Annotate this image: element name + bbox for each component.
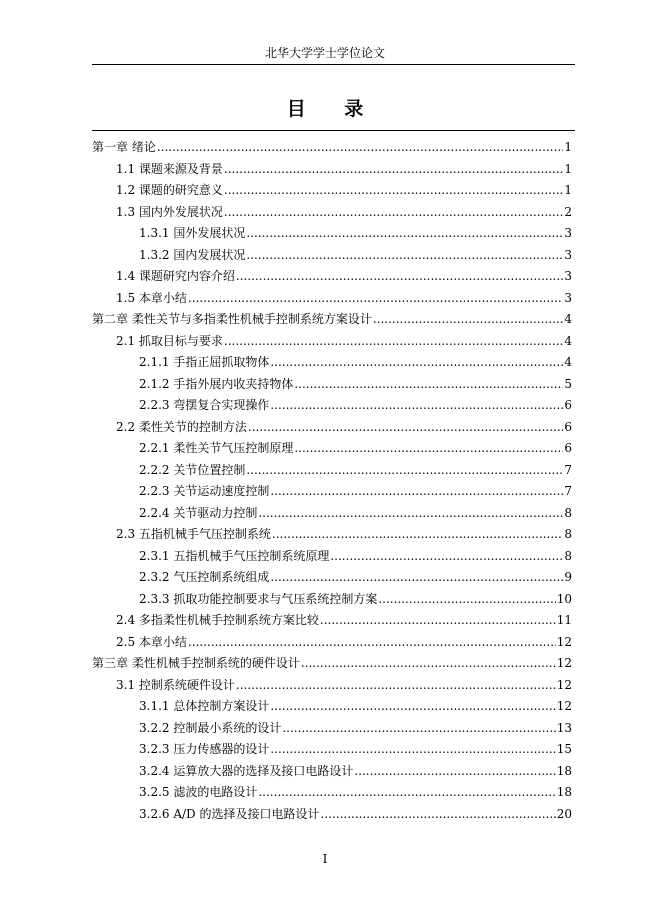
toc-entry[interactable] bbox=[92, 460, 572, 482]
toc-entry-page: 9 bbox=[564, 570, 572, 584]
dot-leader bbox=[373, 309, 564, 331]
toc-entry-page: 6 bbox=[564, 441, 572, 455]
dot-leader bbox=[236, 675, 556, 697]
toc-entry-label: 1.2 课题的研究意义 bbox=[116, 183, 223, 197]
toc-entry[interactable] bbox=[92, 696, 572, 718]
toc-entry-page: 8 bbox=[564, 548, 572, 563]
toc-title: 目 录 bbox=[286, 98, 380, 120]
toc-entry-page: 1 bbox=[564, 183, 572, 197]
dot-leader bbox=[321, 804, 556, 826]
toc-entry[interactable] bbox=[92, 524, 572, 546]
toc-entry-page: 20 bbox=[556, 806, 572, 821]
toc-entry[interactable] bbox=[92, 782, 572, 804]
toc-entry[interactable] bbox=[92, 632, 572, 654]
dot-leader bbox=[224, 159, 563, 181]
page-number: I bbox=[322, 852, 328, 866]
toc-entry-label: 1.3.2 国内发展状况 bbox=[139, 247, 246, 262]
dot-leader bbox=[378, 589, 555, 611]
dot-leader bbox=[270, 739, 555, 761]
toc-entry[interactable] bbox=[92, 546, 572, 568]
dot-leader bbox=[157, 137, 564, 159]
dot-leader bbox=[270, 567, 563, 589]
toc-entry[interactable] bbox=[92, 739, 572, 761]
toc-entry-label: 2.2.1 柔性关节气压控制原理 bbox=[139, 441, 294, 455]
toc-entry-label: 3.2.5 滤波的电路设计 bbox=[139, 785, 258, 799]
dot-leader bbox=[320, 610, 556, 632]
dot-leader bbox=[188, 632, 556, 654]
dot-leader bbox=[246, 223, 563, 245]
toc-entry[interactable] bbox=[92, 374, 572, 396]
toc-entry-label: 2.2.4 关节驱动力控制 bbox=[139, 505, 258, 520]
toc-entry[interactable] bbox=[92, 159, 572, 181]
toc-entry-page: 15 bbox=[556, 742, 572, 756]
toc-entry-label: 第一章 绪论 bbox=[92, 140, 156, 154]
dot-leader bbox=[270, 352, 563, 374]
toc-entry-page: 3 bbox=[564, 269, 572, 283]
toc-entry[interactable] bbox=[92, 567, 572, 589]
dot-leader bbox=[246, 460, 563, 482]
toc-entry[interactable] bbox=[92, 804, 572, 826]
toc-entry[interactable] bbox=[92, 589, 572, 611]
toc-entry[interactable] bbox=[92, 761, 572, 783]
dot-leader bbox=[246, 245, 563, 267]
table-of-contents bbox=[92, 137, 572, 825]
header-rule bbox=[92, 64, 575, 65]
dot-leader bbox=[224, 180, 563, 202]
toc-entry-label: 2.3 五指机械手气压控制系统 bbox=[116, 527, 271, 541]
toc-entry-label: 1.3.1 国外发展状况 bbox=[139, 226, 246, 240]
running-header: 北华大学学士学位论文 bbox=[264, 46, 385, 60]
toc-entry-label: 3.1.1 总体控制方案设计 bbox=[139, 699, 270, 713]
toc-entry-page: 10 bbox=[556, 591, 572, 606]
toc-entry-page: 12 bbox=[556, 677, 572, 692]
toc-entry-page: 4 bbox=[564, 355, 572, 369]
dot-leader bbox=[236, 266, 563, 288]
toc-entry[interactable] bbox=[92, 266, 572, 288]
toc-entry-page: 3 bbox=[564, 247, 572, 262]
toc-entry-label: 3.1 控制系统硬件设计 bbox=[116, 677, 235, 692]
toc-entry-page: 1 bbox=[564, 140, 572, 154]
toc-entry[interactable] bbox=[92, 180, 572, 202]
toc-entry-label: 3.2.3 压力传感器的设计 bbox=[139, 742, 270, 756]
toc-entry-page: 12 bbox=[556, 656, 572, 670]
toc-entry[interactable] bbox=[92, 223, 572, 245]
toc-entry-page: 2 bbox=[564, 204, 572, 219]
toc-entry-label: 3.2.4 运算放大器的选择及接口电路设计 bbox=[139, 763, 354, 778]
toc-entry-label: 2.1 抓取目标与要求 bbox=[116, 333, 223, 348]
toc-entry[interactable] bbox=[92, 395, 572, 417]
toc-entry-label: 第三章 柔性机械手控制系统的硬件设计 bbox=[92, 656, 300, 670]
toc-entry-label: 2.2.2 关节位置控制 bbox=[139, 462, 246, 477]
toc-entry[interactable] bbox=[92, 331, 572, 353]
toc-entry-page: 8 bbox=[564, 505, 572, 520]
toc-entry-label: 2.3.3 抓取功能控制要求与气压系统控制方案 bbox=[139, 591, 378, 606]
toc-entry-label: 2.1.2 手指外展内收夹持物体 bbox=[139, 376, 294, 391]
toc-entry[interactable] bbox=[92, 610, 572, 632]
toc-entry[interactable] bbox=[92, 309, 572, 331]
toc-entry-label: 2.3.2 气压控制系统组成 bbox=[139, 570, 270, 584]
dot-leader bbox=[270, 395, 563, 417]
toc-entry-label: 2.3.1 五指机械手气压控制系统原理 bbox=[139, 548, 330, 563]
toc-entry[interactable] bbox=[92, 481, 572, 503]
toc-entry-page: 7 bbox=[564, 484, 572, 498]
toc-entry-label: 2.4 多指柔性机械手控制系统方案比较 bbox=[116, 613, 319, 627]
toc-entry[interactable] bbox=[92, 675, 572, 697]
toc-entry-label: 1.1 课题来源及背景 bbox=[116, 161, 223, 176]
toc-entry[interactable] bbox=[92, 352, 572, 374]
dot-leader bbox=[294, 374, 563, 396]
toc-entry[interactable] bbox=[92, 718, 572, 740]
toc-entry-label: 2.5 本章小结 bbox=[116, 634, 187, 649]
toc-entry-label: 3.2.2 控制最小系统的设计 bbox=[139, 720, 282, 735]
toc-entry-page: 4 bbox=[564, 333, 572, 348]
toc-entry[interactable] bbox=[92, 288, 572, 310]
toc-entry-page: 18 bbox=[556, 763, 572, 778]
toc-entry-page: 4 bbox=[564, 312, 572, 326]
toc-entry-page: 12 bbox=[556, 699, 572, 713]
toc-entry-label: 1.3 国内外发展状况 bbox=[116, 204, 223, 219]
toc-entry-label: 2.2.3 关节运动速度控制 bbox=[139, 484, 270, 498]
toc-entry-label: 3.2.6 A/D 的选择及接口电路设计 bbox=[139, 806, 320, 821]
toc-entry-page: 6 bbox=[564, 398, 572, 412]
toc-top-rule bbox=[92, 130, 575, 131]
dot-leader bbox=[294, 438, 563, 460]
toc-entry[interactable] bbox=[92, 245, 572, 267]
toc-entry-label: 1.5 本章小结 bbox=[116, 290, 187, 305]
dot-leader bbox=[282, 718, 555, 740]
toc-entry-page: 7 bbox=[564, 462, 572, 477]
dot-leader bbox=[330, 546, 563, 568]
toc-entry-page: 8 bbox=[564, 527, 572, 541]
toc-entry-page: 11 bbox=[556, 613, 572, 627]
toc-entry[interactable] bbox=[92, 438, 572, 460]
toc-entry-page: 3 bbox=[564, 226, 572, 240]
dot-leader bbox=[354, 761, 555, 783]
dot-leader bbox=[270, 696, 555, 718]
dot-leader bbox=[224, 202, 563, 224]
toc-entry-label: 2.1.1 手指正屈抓取物体 bbox=[139, 355, 270, 369]
dot-leader bbox=[248, 417, 563, 439]
toc-entry-label: 2.2.3 弯摆复合实现操作 bbox=[139, 398, 270, 412]
toc-entry-label: 1.4 课题研究内容介绍 bbox=[116, 269, 235, 283]
toc-entry-page: 5 bbox=[564, 376, 572, 391]
dot-leader bbox=[224, 331, 563, 353]
dot-leader bbox=[258, 503, 563, 525]
dot-leader bbox=[301, 653, 556, 675]
toc-entry[interactable] bbox=[92, 417, 572, 439]
toc-entry[interactable] bbox=[92, 202, 572, 224]
toc-entry-page: 18 bbox=[556, 785, 572, 799]
dot-leader bbox=[272, 524, 563, 546]
toc-entry-page: 13 bbox=[556, 720, 572, 735]
dot-leader bbox=[258, 782, 555, 804]
dot-leader bbox=[188, 288, 563, 310]
toc-entry-label: 2.2 柔性关节的控制方法 bbox=[116, 419, 247, 434]
toc-entry-label: 第二章 柔性关节与多指柔性机械手控制系统方案设计 bbox=[92, 312, 372, 326]
toc-entry[interactable] bbox=[92, 503, 572, 525]
toc-entry-page: 3 bbox=[564, 290, 572, 305]
toc-entry-page: 1 bbox=[564, 161, 572, 176]
dot-leader bbox=[270, 481, 563, 503]
toc-entry-page: 12 bbox=[556, 634, 572, 649]
toc-entry-page: 6 bbox=[564, 419, 572, 434]
toc-entry[interactable] bbox=[92, 653, 572, 675]
toc-entry[interactable] bbox=[92, 137, 572, 159]
